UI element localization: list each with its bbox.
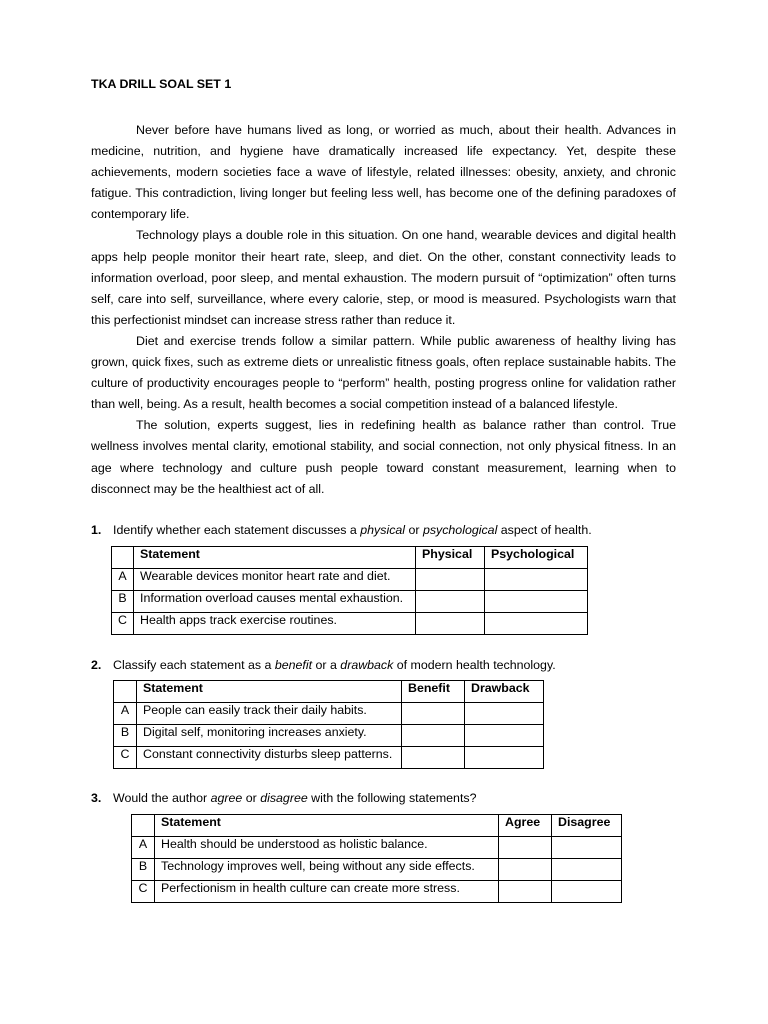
table-header-row: [132, 815, 622, 837]
row-label: B: [114, 725, 137, 747]
answer-table-1: [111, 546, 588, 635]
row-label: C: [132, 881, 155, 903]
passage-paragraph: The solution, experts suggest, lies in redefining health as balance rather than control. True wellness involves mental clarity, emotional stability, and social connection, not only physical fitness. In an age where technology and culture push people toward constant measurement, learning when to disconnect may be the healthiest act of all.: [91, 418, 676, 496]
answer-table-2: [113, 680, 544, 769]
label-header: [114, 681, 137, 703]
table-row: [112, 569, 588, 591]
answer-cell-drawback[interactable]: [465, 725, 544, 747]
passage-paragraph: Diet and exercise trends follow a similar pattern. While public awareness of healthy living has grown, quick fixes, such as extreme diets or unrealistic fitness goals, often replace sustainable habits. The culture of productivity encourages people to “perform” health, posting progress online for validation rather than well, being. As a result, health becomes a social competition instead of a balanced lifestyle.: [91, 333, 676, 412]
row-label: A: [114, 703, 137, 725]
statement-cell: Health should be understood as holistic balance.: [155, 837, 499, 859]
label-header: [132, 815, 155, 837]
statement-cell: Information overload causes mental exhaustion.: [134, 591, 416, 613]
table-row: [132, 859, 622, 881]
question-number: 1.: [91, 523, 102, 537]
row-label: C: [112, 613, 134, 635]
answer-cell-disagree[interactable]: [552, 837, 622, 859]
question-prompt: Identify whether each statement discusses a physical or psychological aspect of health.: [113, 523, 592, 537]
column-header: Agree: [499, 815, 552, 837]
answer-cell-agree[interactable]: [499, 859, 552, 881]
question-prompt: Would the author agree or disagree with the following statements?: [113, 791, 477, 805]
answer-cell-benefit[interactable]: [402, 725, 465, 747]
question-number: 2.: [91, 658, 102, 672]
answer-cell-psychological[interactable]: [485, 569, 588, 591]
label-header: [112, 547, 134, 569]
answer-cell-psychological[interactable]: [485, 591, 588, 613]
table-row: [132, 881, 622, 903]
column-header: Benefit: [402, 681, 465, 703]
reading-passage: [91, 120, 676, 500]
statement-cell: Wearable devices monitor heart rate and diet.: [134, 569, 416, 591]
answer-cell-agree[interactable]: [499, 881, 552, 903]
column-header: Drawback: [465, 681, 544, 703]
passage-paragraph: Never before have humans lived as long, or worried as much, about their health. Advances in medicine, nutrition, and hygiene have dramatically increased life expectancy. Yet, despite these achievements, modern societies face a wave of lifestyle, related illnesses: obesity, anxiety, and chronic fatigue. This contradiction, living longer but feeling less well, has become one of the defining paradoxes of contemporary life.: [91, 123, 676, 222]
table-row: [114, 703, 544, 725]
answer-cell-drawback[interactable]: [465, 703, 544, 725]
statement-cell: Constant connectivity disturbs sleep patterns.: [137, 747, 402, 769]
table-row: [112, 591, 588, 613]
row-label: A: [112, 569, 134, 591]
answer-cell-disagree[interactable]: [552, 881, 622, 903]
question-number: 3.: [91, 791, 102, 805]
question-prompt: Classify each statement as a benefit or a drawback of modern health technology.: [113, 658, 556, 672]
answer-cell-benefit[interactable]: [402, 747, 465, 769]
table-row: [112, 613, 588, 635]
page-title: TKA DRILL SOAL SET 1: [91, 77, 232, 91]
row-label: A: [132, 837, 155, 859]
answer-cell-physical[interactable]: [416, 613, 485, 635]
statement-cell: Perfectionism in health culture can create more stress.: [155, 881, 499, 903]
row-label: B: [112, 591, 134, 613]
answer-cell-physical[interactable]: [416, 569, 485, 591]
table-header-row: [112, 547, 588, 569]
column-header: Disagree: [552, 815, 622, 837]
answer-cell-disagree[interactable]: [552, 859, 622, 881]
statement-cell: Digital self, monitoring increases anxiety.: [137, 725, 402, 747]
statement-cell: Health apps track exercise routines.: [134, 613, 416, 635]
table-row: [132, 837, 622, 859]
column-header: Statement: [137, 681, 402, 703]
row-label: C: [114, 747, 137, 769]
answer-cell-benefit[interactable]: [402, 703, 465, 725]
answer-cell-agree[interactable]: [499, 837, 552, 859]
passage-paragraph: Technology plays a double role in this situation. On one hand, wearable devices and digital health apps help people monitor their heart rate, sleep, and diet. On the other, constant connectivity leads to information overload, poor sleep, and mental exhaustion. The modern pursuit of “optimization” often turns self, care into self, surveillance, where every calorie, step, or mood is measured. Psychologists warn that this perfectionist mindset can increase stress rather than reduce it.: [91, 228, 676, 327]
answer-table-3: [131, 814, 622, 903]
column-header: Statement: [155, 815, 499, 837]
answer-cell-drawback[interactable]: [465, 747, 544, 769]
statement-cell: People can easily track their daily habits.: [137, 703, 402, 725]
row-label: B: [132, 859, 155, 881]
answer-cell-physical[interactable]: [416, 591, 485, 613]
table-row: [114, 725, 544, 747]
answer-cell-psychological[interactable]: [485, 613, 588, 635]
table-header-row: [114, 681, 544, 703]
statement-cell: Technology improves well, being without any side effects.: [155, 859, 499, 881]
column-header: Statement: [134, 547, 416, 569]
column-header: Physical: [416, 547, 485, 569]
column-header: Psychological: [485, 547, 588, 569]
table-row: [114, 747, 544, 769]
